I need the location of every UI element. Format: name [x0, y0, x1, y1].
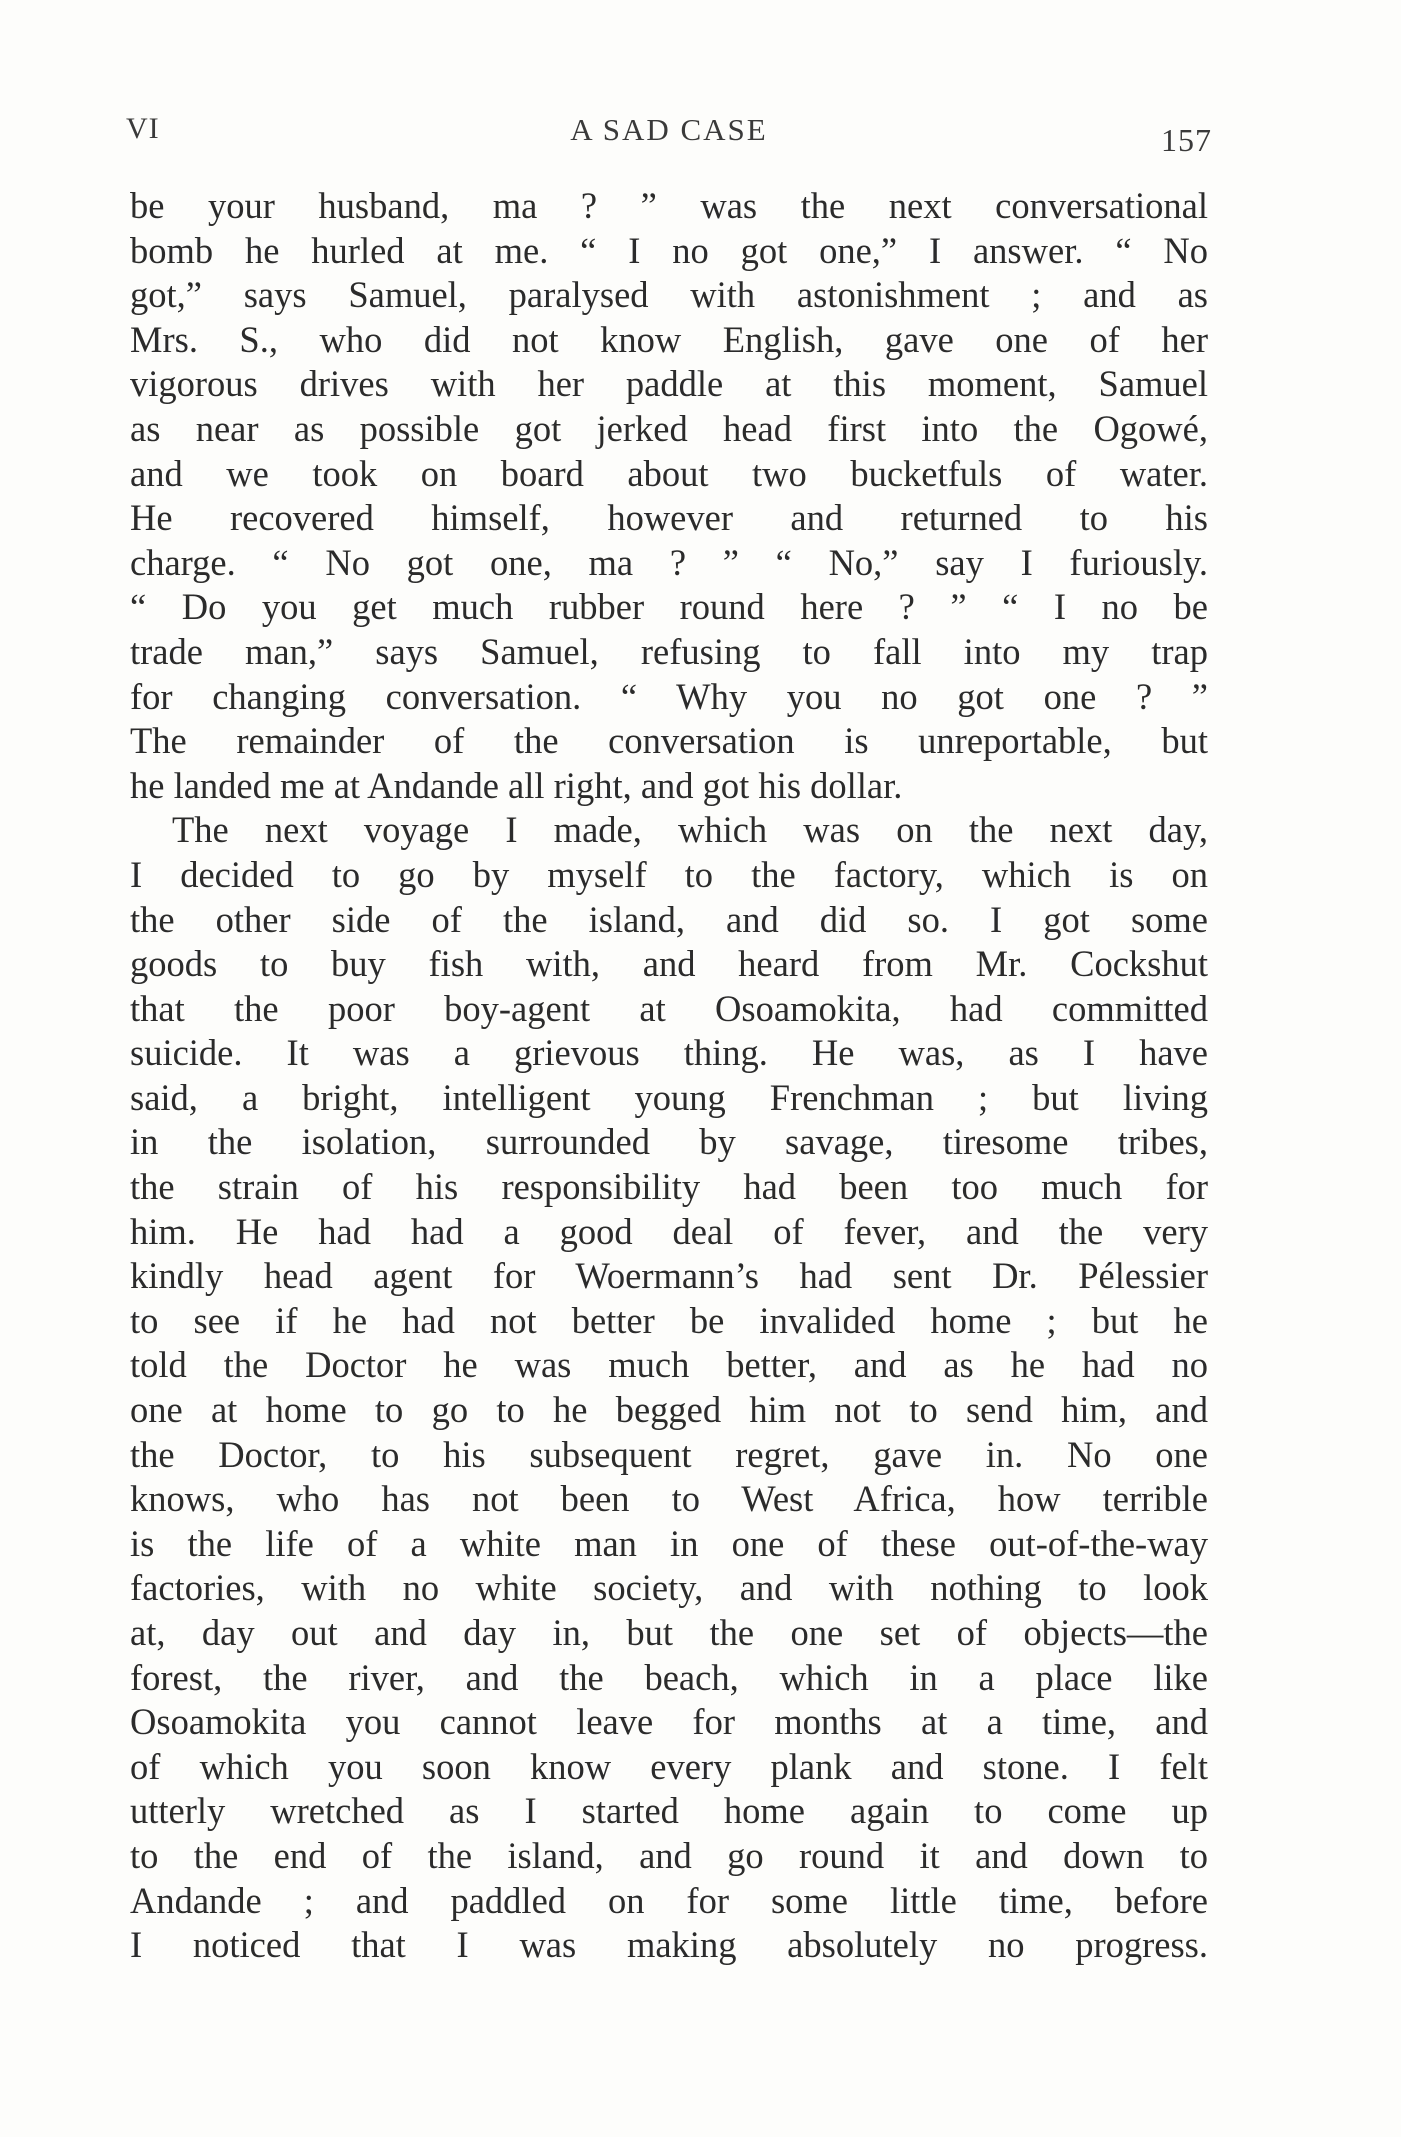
text-line: one at home to go to he begged him not to send him, and — [130, 1389, 1208, 1431]
text-line: got,” says Samuel, paralysed with astonishment ; and as — [130, 274, 1208, 316]
text-line: told the Doctor he was much better, and as he had no — [130, 1344, 1208, 1386]
text-line: The next voyage I made, which was on the next day, — [172, 809, 1208, 851]
text-line: the strain of his responsibility had been too much for — [130, 1166, 1208, 1208]
text-line: I decided to go by myself to the factory, which is on — [130, 853, 1208, 895]
text-line: for changing conversation. “ Why you no got one ? ” — [130, 675, 1208, 717]
text-line: the Doctor, to his subsequent regret, gave in. No one — [130, 1433, 1208, 1475]
text-line: suicide. It was a grievous thing. He was, as I have — [130, 1032, 1208, 1074]
text-line: him. He had had a good deal of fever, and the very — [130, 1210, 1208, 1252]
running-title: A SAD CASE — [570, 112, 768, 147]
text-line: of which you soon know every plank and stone. I felt — [130, 1745, 1208, 1787]
text-line: He recovered himself, however and returned to his — [130, 497, 1208, 539]
text-line: at, day out and day in, but the one set of objects—the — [130, 1612, 1208, 1653]
page-number: 157 — [1161, 122, 1212, 158]
text-line: I noticed that I was making absolutely no progress. — [130, 1924, 1208, 1966]
text-line: forest, the river, and the beach, which in a place like — [130, 1656, 1208, 1698]
text-line: knows, who has not been to West Africa, how terrible — [130, 1478, 1208, 1520]
text-line: charge. “ No got one, ma ? ” “ No,” say I furiously. — [130, 541, 1208, 583]
text-line: that the poor boy-agent at Osoamokita, had committed — [130, 987, 1208, 1029]
text-line: “ Do you get much rubber round here ? ” “ I no be — [130, 586, 1208, 628]
text-line: kindly head agent for Woermann’s had sent Dr. Pélessier — [130, 1255, 1208, 1297]
text-line: he landed me at Andande all right, and got his dollar. — [130, 764, 903, 806]
text-line: trade man,” says Samuel, refusing to fall into my trap — [130, 630, 1208, 672]
text-line: bomb he hurled at me. “ I no got one,” I answer. “ No — [130, 229, 1208, 271]
text-line: and we took on board about two bucketfuls of water. — [130, 452, 1208, 494]
text-line: Andande ; and paddled on for some little time, before — [130, 1879, 1208, 1921]
text-line: vigorous drives with her paddle at this moment, Samuel — [130, 363, 1208, 405]
text-line: is the life of a white man in one of these out-of-the-way — [130, 1522, 1208, 1564]
text-line: Mrs. S., who did not know English, gave one of her — [130, 318, 1208, 360]
text-line: in the isolation, surrounded by savage, tiresome tribes, — [130, 1121, 1208, 1163]
text-line: utterly wretched as I started home again to come up — [130, 1790, 1208, 1832]
body-text — [130, 184, 1208, 1968]
text-line: the other side of the island, and did so. I got some — [130, 898, 1208, 940]
text-line: said, a bright, intelligent young Frenchman ; but living — [130, 1076, 1208, 1118]
text-line: be your husband, ma ? ” was the next conversational — [130, 185, 1208, 226]
text-line: goods to buy fish with, and heard from Mr. Cockshut — [130, 943, 1208, 985]
chapter-number: VI — [126, 112, 160, 145]
text-line: factories, with no white society, and with nothing to look — [130, 1567, 1208, 1609]
text-line: Osoamokita you cannot leave for months at a time, and — [130, 1701, 1208, 1743]
text-line: The remainder of the conversation is unreportable, but — [130, 720, 1208, 762]
running-header — [126, 112, 1212, 162]
text-line: as near as possible got jerked head first into the Ogowé, — [130, 407, 1208, 449]
text-line: to the end of the island, and go round it and down to — [130, 1834, 1208, 1876]
text-line: to see if he had not better be invalided home ; but he — [130, 1299, 1208, 1341]
